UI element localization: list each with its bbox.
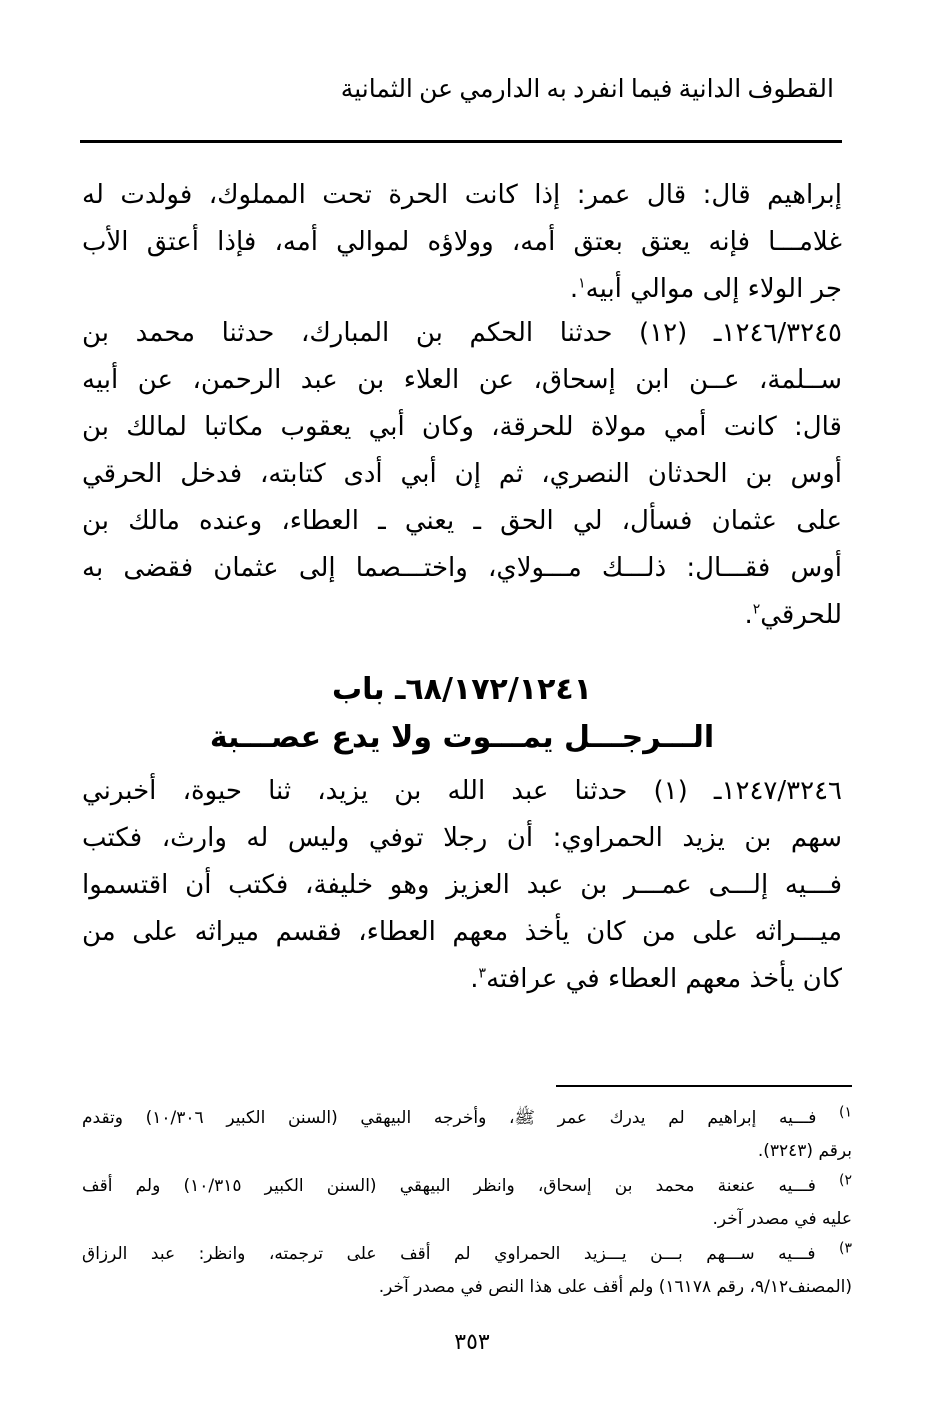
- footnote-marker: ٣): [839, 1240, 852, 1257]
- footnote-line: [82, 1238, 852, 1271]
- text-line: أوس بن الحدثان النصري، ثم إن أبي أدى كتابته، فدخل الحرقي: [82, 459, 842, 489]
- footnote-text: فـــيه عنعنة محمد بن إسحاق، وانظر البيهقي (السنن الكبير ١٠/٣١٥) ولم أقف: [82, 1176, 816, 1196]
- footnote-line: عليه في مصدر آخر.: [712, 1209, 852, 1229]
- paragraph-3: [82, 768, 842, 1003]
- text-line: أوس فقـــال: ذلـــك مـــولاي، واختـــصما إلى عثمان فقضى به: [82, 553, 842, 583]
- footnote-line: (المصنف٩/١٢، رقم ١٦١٧٨) ولم أقف على هذا النص في مصدر آخر.: [378, 1277, 852, 1297]
- paragraph-1: [82, 172, 842, 313]
- footnote-line: [82, 1102, 852, 1135]
- section-heading-number: ٦٨/١٧٢/١٢٤١ـ باب: [331, 672, 593, 707]
- footnote-3: [82, 1238, 852, 1304]
- running-head: القطوف الدانية فيما انفرد به الدارمي عن الثمانية: [340, 76, 834, 103]
- text-line: على عثمان فسأل، لي الحق ـ يعني ـ العطاء، وعنده مالك بن: [82, 506, 842, 536]
- footnote-marker: ٢): [839, 1172, 852, 1189]
- text-line: غلامـــا فإنه يعتق بعتق أمه، وولاؤه لموالي أمه، فإذا أعتق الأب: [82, 227, 842, 257]
- sentence-end: .: [744, 600, 753, 630]
- page-number: ٣٥٣: [454, 1330, 490, 1355]
- footnote-rule: [556, 1085, 852, 1087]
- footnote-ref: ٢: [752, 601, 761, 618]
- text-line: ميـــراثه على من كان يأخذ معهم العطاء، فقسم ميراثه على من: [82, 917, 842, 947]
- text-line: سهم بن يزيد الحمراوي: أن رجلا توفي وليس له وارث، فكتب: [82, 823, 842, 853]
- text-line: ١٢٤٦/٣٢٤٥ـ (١٢) حدثنا الحكم بن المبارك، حدثنا محمد بن: [82, 318, 842, 348]
- paragraph-2: [82, 310, 842, 639]
- sentence-end: .: [569, 274, 579, 304]
- header-rule: [80, 140, 842, 143]
- footnote-line: [82, 1170, 852, 1203]
- section-heading-title: الـــرجـــل يمـــوت ولا يدع عصـــبة: [209, 720, 715, 755]
- footnotes: [82, 1102, 852, 1306]
- footnote-text: فـــيه إبراهيم لم يدرك عمر ﷺ، وأخرجه البيهقي (السنن الكبير ١٠/٣٠٦) وتقدم: [82, 1108, 817, 1128]
- footnote-ref: ١: [578, 275, 586, 292]
- text-line: ١٢٤٧/٣٢٤٦ـ (١) حدثنا عبد الله بن يزيد، ثنا حيوة، أخبرني: [82, 776, 842, 806]
- footnote-text: فـــيه ســـهم بـــن يـــزيد الحمراوي لم أقف على ترجمته، وانظر: عبد الرزاق: [82, 1244, 816, 1264]
- text-line: ســلمة، عــن ابن إسحاق، عن العلاء بن عبد الرحمن، عن أبيه: [82, 365, 842, 395]
- text-line-last: [82, 592, 842, 639]
- text-line: قال: كانت أمي مولاة للحرقة، وكان أبي يعقوب مكاتبا لمالك بن: [82, 412, 842, 442]
- footnote-1: [82, 1102, 852, 1168]
- text-line: فـــيه إلـــى عمـــر بن عبد العزيز وهو خليفة، فكتب أن اقتسموا: [82, 870, 842, 900]
- sentence-end: .: [470, 964, 479, 994]
- text-line-content: كان يأخذ معهم العطاء في عرافته: [486, 964, 842, 994]
- text-line: إبراهيم قال: قال عمر: إذا كانت الحرة تحت المملوك، فولدت له: [82, 180, 842, 210]
- text-line-content: للحرقي: [760, 600, 842, 630]
- text-line-content: جر الولاء إلى موالي أبيه: [585, 274, 842, 304]
- footnote-ref: ٣: [478, 965, 487, 982]
- footnote-2: [82, 1170, 852, 1236]
- text-line-last: [82, 956, 842, 1003]
- footnote-line: برقم (٣٢٤٣).: [757, 1141, 852, 1161]
- text-line-last: [82, 266, 842, 313]
- footnote-marker: ١): [839, 1104, 852, 1121]
